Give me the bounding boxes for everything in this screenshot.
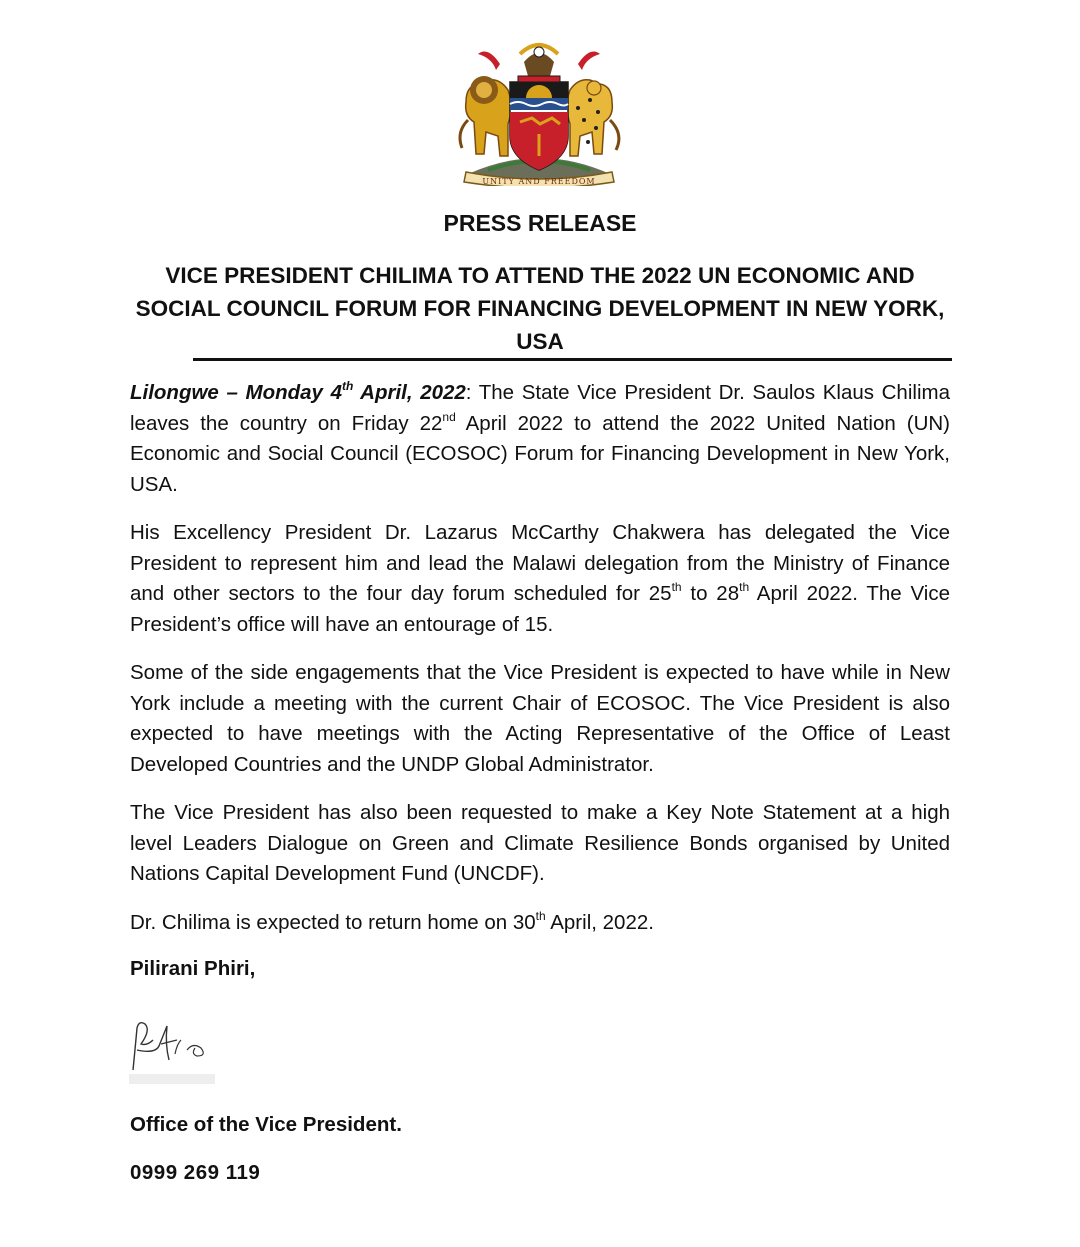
paragraph-2-text-b: to 28 — [681, 582, 740, 605]
paragraph-2 — [130, 518, 950, 640]
paragraph-2-text-a: His Excellency President Dr. Lazarus McCarthy Chakwera has delegated the Vice President to represent him and lead the Malawi delegation from the Ministry of Finance and other sectors to the four day forum scheduled for 25 — [130, 521, 950, 605]
paragraph-4: The Vice President has also been requested to make a Key Note Statement at a high level Leaders Dialogue on Green and Climate Resilience Bonds organised by United Nations Capital Development Fund (UNCDF). — [130, 801, 950, 885]
contact-phone: 0999 269 119 — [130, 1161, 261, 1184]
dateline-part-b: April, 2022 — [353, 381, 466, 404]
paragraph-5-text-a: Dr. Chilima is expected to return home on 30 — [130, 910, 536, 934]
signatory-name: Pilirani Phiri, — [130, 957, 256, 980]
office-name: Office of the Vice President. — [130, 1113, 402, 1136]
paragraph-1 — [130, 378, 950, 500]
body-text — [130, 378, 950, 956]
paragraph-3: Some of the side engagements that the Vice President is expected to have while in New York include a meeting with the current Chair of ECOSOC. The Vice President is also expected to have meetings with the Acting Representative of the Office of Least Developed Countries and the UNDP Global Administrator. — [130, 661, 950, 776]
paragraph-5-text-b: April, 2022. — [545, 910, 654, 934]
dateline-superscript: th — [341, 379, 354, 393]
svg-text:UNITY AND FREEDOM: UNITY AND FREEDOM — [482, 177, 596, 186]
paragraph-2-text-c: April 2022. The Vice President’s office will have an entourage of 15. — [130, 582, 950, 636]
paragraph-5 — [130, 908, 950, 939]
paragraph-5-superscript: th — [535, 908, 546, 923]
headline: VICE PRESIDENT CHILIMA TO ATTEND THE 2022 UN ECONOMIC AND SOCIAL COUNCIL FORUM FOR FINANCING DEVELOPMENT IN NEW YORK, USA — [135, 263, 945, 354]
press-release-label: PRESS RELEASE — [443, 210, 637, 236]
dateline-part-a: Lilongwe – Monday 4 — [130, 381, 342, 404]
paragraph-2-superscript-1: th — [671, 580, 682, 594]
dateline — [130, 381, 466, 404]
paragraph-1-superscript: nd — [442, 409, 456, 424]
headline-divider — [193, 358, 952, 361]
handwritten-signature-icon — [125, 1010, 225, 1090]
paragraph-1-text-b: April 2022 to attend the 2022 United Nation (UN) Economic and Social Council (ECOSOC) Forum for Financing Development in New York, USA. — [130, 411, 950, 496]
malawi-coat-of-arms-icon — [448, 24, 630, 186]
paragraph-1-text-a: : The State Vice President Dr. Saulos Klaus Chilima leaves the country on Friday 22 — [130, 381, 950, 435]
paragraph-2-superscript-2: th — [739, 580, 750, 594]
